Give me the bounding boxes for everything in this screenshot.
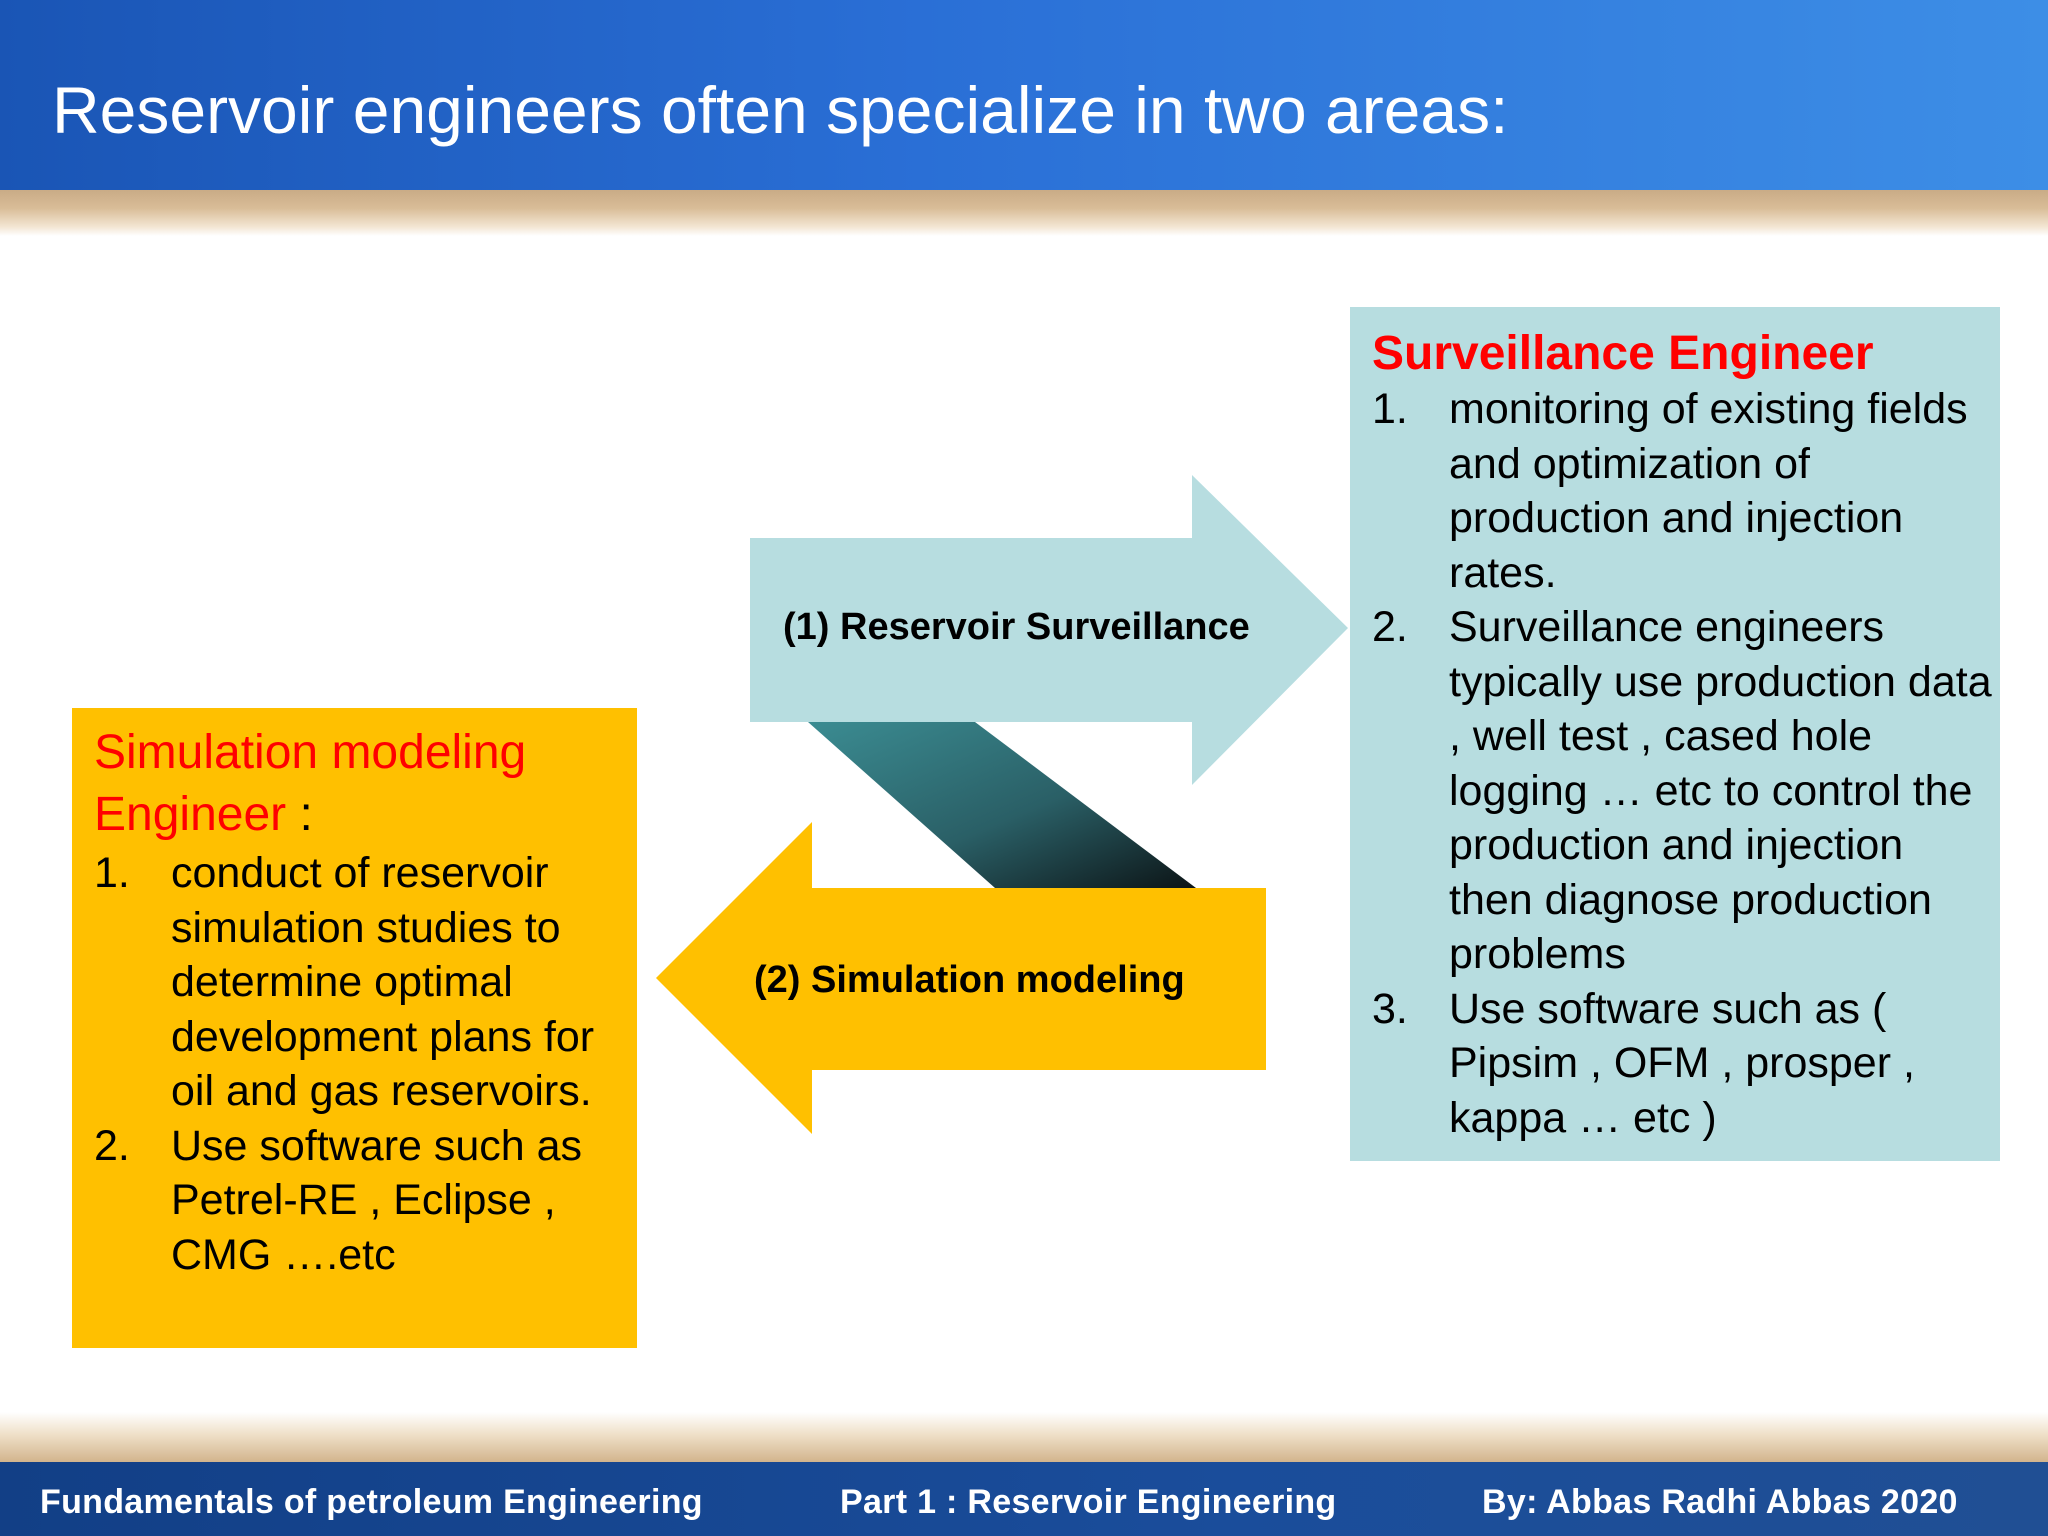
list-item — [94, 1119, 629, 1283]
list-item-text: Surveillance engineers typically use production data , well test , cased hole logging … etc to control the production and injection then diagnose production problems — [1449, 603, 1992, 978]
simulation-engineer-title: Simulation modeling Engineer — [94, 726, 527, 841]
connector-band — [808, 722, 1196, 888]
surveillance-engineer-box — [1350, 307, 2000, 1161]
slide-title: Reservoir engineers often specialize in two areas: — [52, 73, 1509, 147]
list-item — [1372, 982, 1992, 1146]
list-item-number: 2. — [94, 1121, 130, 1170]
simulation-engineer-heading — [94, 722, 624, 846]
surveillance-duties-list — [1372, 382, 1992, 1145]
simulation-engineer-colon: : — [286, 788, 313, 841]
simulation-arrow-label: (2) Simulation modeling — [754, 959, 1185, 1001]
footer-stripe — [0, 1412, 2048, 1462]
list-item-text: conduct of reservoir simulation studies to determine optimal development plans for oil and gas reservoirs. — [171, 849, 595, 1115]
list-item-text: monitoring of existing fields and optimization of production and injection rates. — [1449, 385, 1968, 597]
list-item — [1372, 600, 1992, 982]
surveillance-arrow-label: (1) Reservoir Surveillance — [783, 606, 1250, 648]
list-item-text: Use software such as ( Pipsim , OFM , prosper , kappa … etc ) — [1449, 984, 1915, 1142]
list-item-number: 1. — [94, 849, 130, 897]
footer-course-title: Fundamentals of petroleum Engineering — [40, 1483, 703, 1521]
footer-bar — [0, 1462, 2048, 1536]
simulation-engineer-box — [72, 708, 637, 1348]
surveillance-engineer-heading: Surveillance Engineer — [1372, 327, 1874, 380]
list-item — [1372, 382, 1992, 600]
footer-author: By: Abbas Radhi Abbas 2020 — [1482, 1483, 1958, 1521]
list-item-number: 2. — [1372, 603, 1408, 651]
list-item-number: 1. — [1372, 385, 1408, 433]
simulation-duties-list — [94, 846, 629, 1282]
footer-part-label: Part 1 : Reservoir Engineering — [840, 1483, 1337, 1521]
list-item-text: Use software such as Petrel-RE , Eclipse , CMG ….etc — [171, 1121, 583, 1279]
list-item-number: 3. — [1372, 984, 1408, 1033]
list-item — [94, 846, 629, 1119]
